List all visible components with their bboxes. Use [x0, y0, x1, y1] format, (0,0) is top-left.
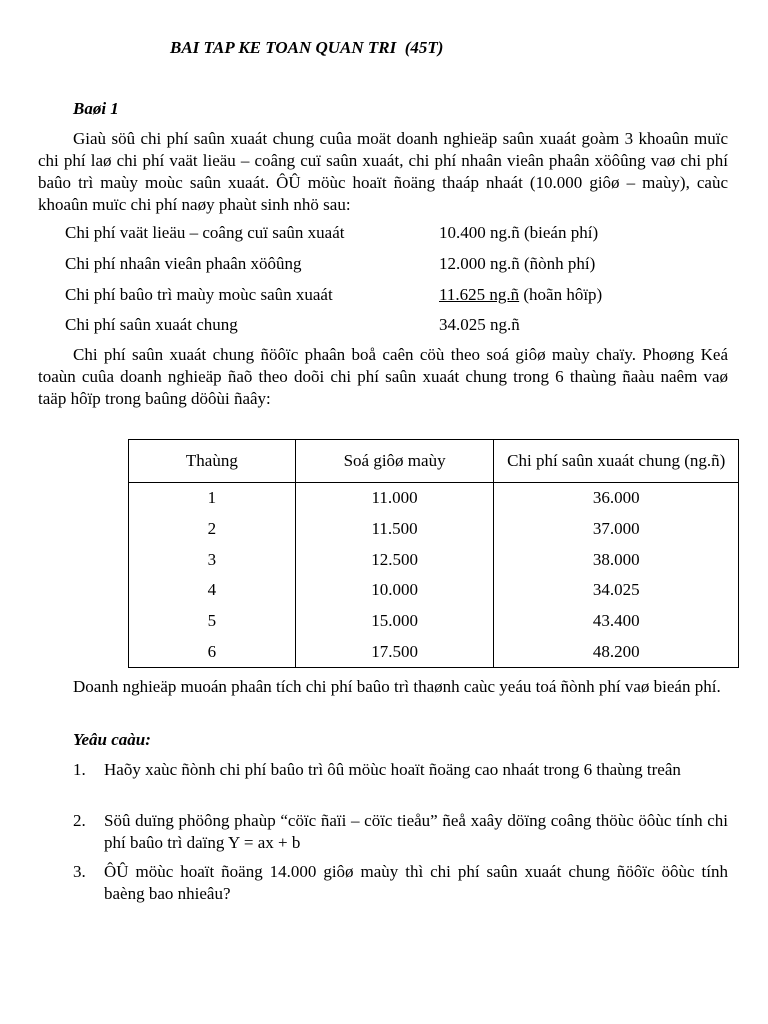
table-cell: 1 — [129, 483, 296, 514]
table-header-row — [129, 440, 739, 483]
cost-item-label: Chi phí nhaân vieân phaân xöôûng — [65, 254, 302, 273]
column-header-month: Thaùng — [129, 440, 296, 483]
cost-item-value — [439, 222, 598, 244]
table-cell: 17.500 — [295, 636, 494, 667]
requirement-number: 1. — [73, 760, 86, 779]
column-header-machine-hours: Soá giôø maùy — [295, 440, 494, 483]
table-row — [129, 575, 739, 606]
requirements-heading: Yeâu caàu: — [73, 730, 151, 749]
table-cell: 5 — [129, 606, 296, 637]
requirement-number: 2. — [73, 811, 86, 830]
cost-item-note: (ñònh phí) — [519, 254, 596, 273]
table-row — [129, 606, 739, 637]
exercise-heading: Baøi 1 — [73, 99, 119, 118]
table-cell: 10.000 — [295, 575, 494, 606]
document-title: BAI TAP KE TOAN QUAN TRI (45T) — [170, 38, 444, 57]
requirement-number: 3. — [73, 862, 86, 881]
analysis-paragraph: Doanh nghieäp muoán phaân tích chi phí baûo trì thaønh caùc yeáu toá ñònh phí vaø bieán phí. — [73, 677, 721, 696]
table-cell: 12.500 — [295, 544, 494, 575]
cost-item-note: (bieán phí) — [519, 223, 599, 242]
requirement-text: ÔÛ möùc hoaït ñoäng 14.000 giôø maùy thì chi phí saûn xuaát chung ñöôïc öôùc tính baèng bao nhieâu? — [104, 862, 728, 903]
cost-item-amount: 11.625 ng.ñ — [439, 285, 520, 304]
table-cell: 11.500 — [295, 514, 494, 545]
table-cell: 11.000 — [295, 483, 494, 514]
table-cell: 6 — [129, 636, 296, 667]
cost-item-amount: 34.025 ng.ñ — [439, 315, 520, 334]
table-row — [129, 544, 739, 575]
table-cell: 48.200 — [494, 636, 739, 667]
requirement-text: Söû duïng phöông phaùp “cöïc ñaïi – cöïc tieåu” ñeå xaây döïng coâng thöùc öôùc tính chi phí baûo trì daïng Y = ax + b — [104, 811, 728, 852]
cost-item-value — [439, 284, 602, 306]
cost-item-amount: 10.400 ng.ñ — [439, 223, 520, 242]
table-row — [129, 483, 739, 514]
table-cell: 34.025 — [494, 575, 739, 606]
monthly-cost-table — [128, 439, 739, 668]
cost-item-value — [439, 314, 520, 336]
table-cell: 38.000 — [494, 544, 739, 575]
column-header-overhead-cost: Chi phí saûn xuaát chung (ng.ñ) — [494, 440, 739, 483]
table-cell: 43.400 — [494, 606, 739, 637]
cost-item-row — [65, 284, 725, 306]
cost-item-value — [439, 253, 595, 275]
table-cell: 3 — [129, 544, 296, 575]
cost-item-row — [65, 253, 725, 275]
table-intro-paragraph: Chi phí saûn xuaát chung ñöôïc phaân boå caên cöù theo soá giôø maùy chaïy. Phoøng Keá toaùn cuûa doanh nghieäp ñaõ theo doõi chi phí saûn xuaát chung trong 6 thaùng ñaàu naêm vaø taäp hôïp trong baûng döôùi ñaây: — [38, 345, 728, 408]
cost-item-amount: 12.000 ng.ñ — [439, 254, 520, 273]
cost-item-label: Chi phí baûo trì maùy moùc saûn xuaát — [65, 285, 333, 304]
table-row — [129, 514, 739, 545]
cost-item-label: Chi phí saûn xuaát chung — [65, 315, 238, 334]
cost-item-label: Chi phí vaät lieäu – coâng cuï saûn xuaát — [65, 223, 345, 242]
table-cell: 37.000 — [494, 514, 739, 545]
cost-item-row — [65, 222, 725, 244]
table-cell: 2 — [129, 514, 296, 545]
table-cell: 4 — [129, 575, 296, 606]
table-cell: 15.000 — [295, 606, 494, 637]
requirement-text: Haõy xaùc ñònh chi phí baûo trì ôû möùc hoaït ñoäng cao nhaát trong 6 thaùng treân — [104, 760, 681, 779]
cost-item-note: (hoãn hôïp) — [519, 285, 603, 304]
cost-item-row — [65, 314, 725, 336]
intro-paragraph: Giaù söû chi phí saûn xuaát chung cuûa moät doanh nghieäp saûn xuaát goàm 3 khoaûn muïc chi phí laø chi phí vaät lieäu – coâng cuï saûn xuaát, chi phí nhaân vieân phaân xöôûng vaø chi phí baûo trì maùy moùc saûn xuaát. ÔÛ möùc hoaït ñoäng thaáp nhaát (10.000 giôø – maùy), caùc khoaûn muïc chi phí naøy phaùt sinh nhö sau: — [38, 129, 728, 214]
table-row — [129, 636, 739, 667]
table-cell: 36.000 — [494, 483, 739, 514]
